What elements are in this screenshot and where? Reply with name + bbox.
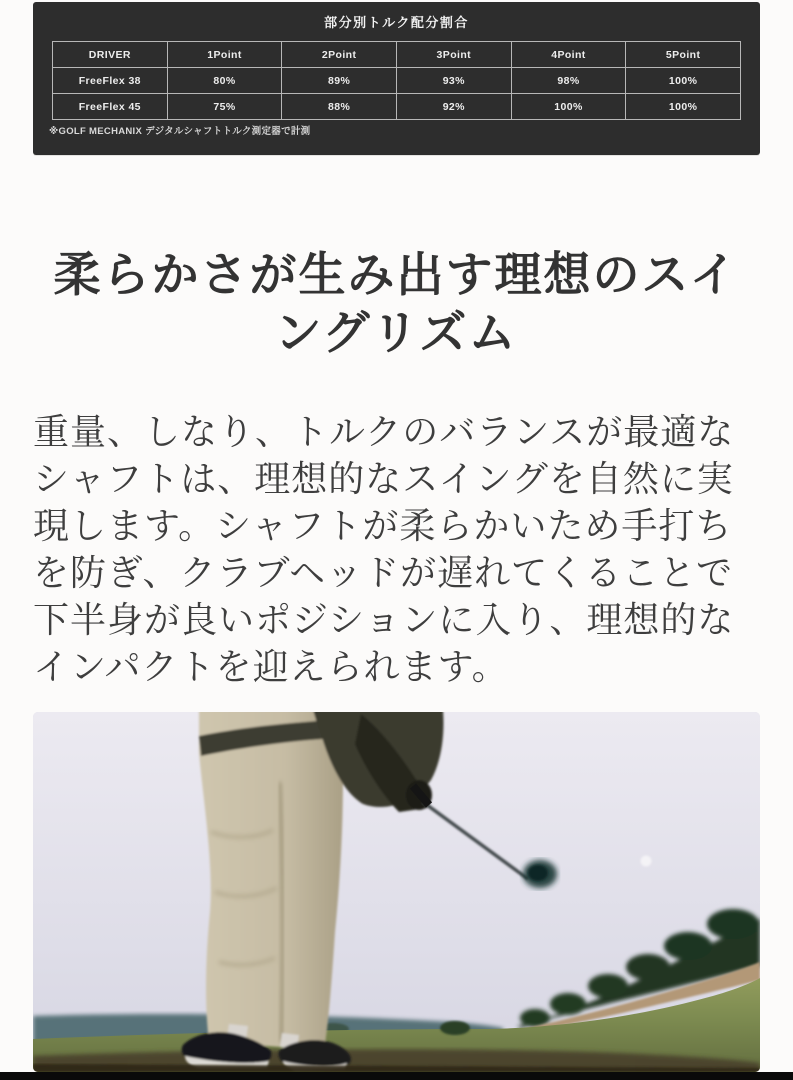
club-head-core [528,865,548,881]
section-heading: 柔らかさが生み出す理想のスイングリズム [53,248,739,359]
cell-value: 75% [167,94,282,120]
col-header-1point: 1Point [167,42,282,68]
col-header-5point: 5Point [626,42,741,68]
torque-spec-panel [33,2,760,155]
col-header-4point: 4Point [511,42,626,68]
table-row [53,68,741,94]
cell-value: 89% [282,68,397,94]
golfer-photo [33,712,760,1072]
measurement-note: ※GOLF MECHANIX デジタルシャフトトルク測定器で計測 [49,126,311,137]
golfer-photo-art [33,712,760,1072]
panel-title: 部分別トルク配分割合 [324,15,469,30]
golfer-pants [199,712,343,1050]
torque-table [52,41,741,120]
cell-value: 100% [626,68,741,94]
cell-value: 80% [167,68,282,94]
col-header-driver: DRIVER [53,42,168,68]
bottom-black-bar [0,1072,793,1080]
row-label: FreeFlex 38 [53,68,168,94]
col-header-3point: 3Point [396,42,511,68]
cell-value: 88% [282,94,397,120]
bush [440,1021,470,1035]
cell-value: 98% [511,68,626,94]
golf-ball [641,856,652,867]
col-header-2point: 2Point [282,42,397,68]
cell-value: 100% [511,94,626,120]
cell-value: 92% [396,94,511,120]
table-row [53,94,741,120]
table-header-row [53,42,741,68]
cell-value: 93% [396,68,511,94]
cell-value: 100% [626,94,741,120]
row-label: FreeFlex 45 [53,94,168,120]
body-paragraph: 重量、しなり、トルクのバランスが最適なシャフトは、理想的なスイングを自然に実現します。シャフトが柔らかいため手打ちを防ぎ、クラブヘッドが遅れてくることで下半身が良いポジションに入り、理想的なインパクトを迎えられます。 [33,411,735,687]
